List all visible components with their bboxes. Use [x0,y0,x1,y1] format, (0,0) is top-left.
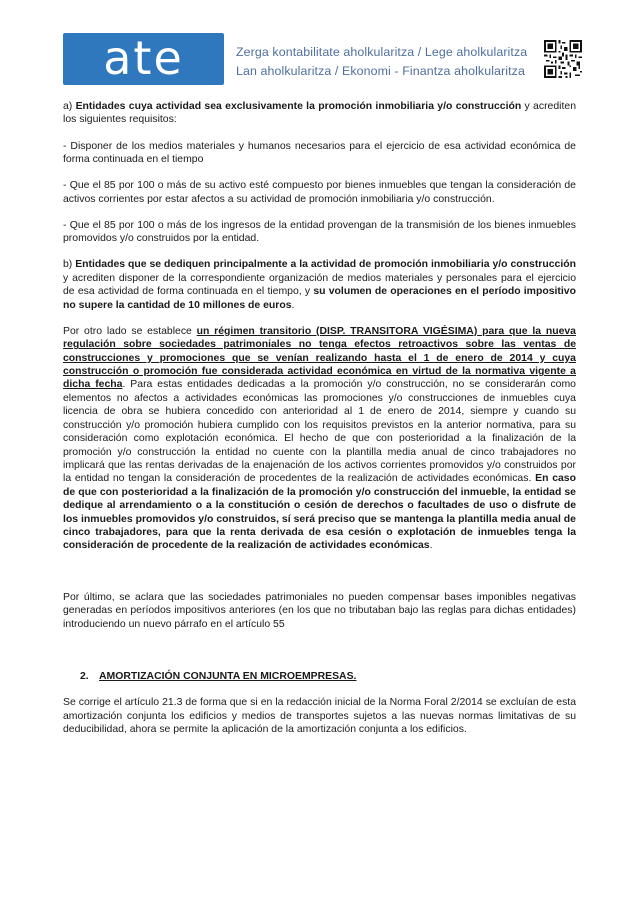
requirement-3: - Que el 85 por 100 o más de los ingresos de la entidad provengan de la transmisión de los bienes inmuebles promovidos y/o construidos por la entidad. [63,219,576,245]
transit-intro: Por otro lado se establece [63,325,197,337]
transit-regime-highlight: un régimen transitorio (DISP. TRANSITORA VIGÉSIMA) para que la nueva regulación sobre sociedades patrimoniales no tenga efectos retroactivos sobre las ventas de construcciones y promociones que se venían realizando hasta el 1 de enero de 2014 y cuya construcción o promoción fue considerada actividad económica en virtud de la normativa vigente a dicha fecha [63,325,576,391]
paragraph-b [63,258,576,312]
transit-bold-condition: En caso de que con posterioridad a la finalización de la promoción y/o construcción del inmueble, la entidad se dedique al arrendamiento o a la constitución o cesión de derechos o facultades de uso o disfrute de los inmuebles promovidos y/o construidos, sí será preciso que se mantenga la plantilla media anual de cinco trabajadores, para que la renta derivada de esa cesión o explotación de inmuebles tenga la consideración de procedente de la realización de actividades económicas [63,473,576,552]
ate-logo [63,33,224,85]
item-b-title: Entidades que se dediquen principalmente a la actividad de promoción inmobiliaria y/o construcción [75,259,576,271]
item-b-text: y acrediten disponer de la correspondiente organización de medios materiales y personales para el ejercicio de esa actividad de forma continuada en el tiempo, y [63,272,576,298]
amortization-paragraph: Se corrige el artículo 21.3 de forma que si en la redacción inicial de la Norma Foral 2/2014 se excluían de esta amortización conjunta los edificios y medios de transportes sujetos a las nuevas normas limitativas de su deducibilidad, ahora se permite la aplicación de la amortización conjunta a los edificios. [63,697,576,735]
section-2-heading [63,670,576,683]
transit-end: . [429,540,433,552]
qr-code-icon [544,40,582,78]
logo-text: ate [103,31,184,85]
item-b-volume: su volumen de operaciones en el período impositivo no supere la cantidad de 10 millones de euros [63,286,576,311]
section-2-number: 2. [80,670,89,682]
tagline-line1: Zerga kontabilitate aholkularitza / Lege aholkularitza [236,45,528,59]
final-clarification-paragraph: Por último, se aclara que las sociedades patrimoniales no pueden compensar bases imponibles negativas generadas en períodos impositivos anteriores (en los que no tributaban bajo las reglas para dichas entidades) introduciendo un nuevo párrafo en el artículo 55 [63,591,576,630]
transitional-regime-paragraph [63,325,576,553]
item-a-prefix: a) [63,101,76,112]
document-body [63,100,576,736]
page-header [0,0,638,95]
section-2-title: AMORTIZACIÓN CONJUNTA EN MICROEMPRESAS. [99,670,357,682]
paragraph-a [63,100,576,127]
transit-text: . Para estas entidades dedicadas a la promoción y/o construcción, no se considerarán como elementos no afectos a actividades económicas las promociones y/o construcciones de inmuebles cuya licencia de obra se hubiera concedido con anterioridad al 1 de enero de 2014, siempre y cuando su construcción y/o promoción hubiera cumplido con los requisitos previstos en la anterior normativa, para su consideración como explotación económica. El hecho de que con posterioridad a la finalización de la promoción y/o construcción la entidad no cuente con la plantilla media anual de cinco trabajadores no implicará que las rentas derivadas de la enajenación de los activos corrientes promovidos y/o construidos por la entidad no tengan la consideración de procedentes de la realización de actividades económicas. [63,379,576,485]
item-a-title: Entidades cuya actividad sea exclusivamente la promoción inmobiliaria y/o construcción [75,101,522,112]
item-b-end: . [291,299,295,311]
requirement-2: - Que el 85 por 100 o más de su activo esté compuesto por bienes inmuebles que tengan la consideración de activos corrientes por estar afectos a su actividad de promoción inmobiliaria y/o construcción. [63,180,576,205]
tagline-line2: Lan aholkularitza / Ekonomi - Finantza aholkularitza [236,64,525,78]
item-b-prefix: b) [63,259,76,271]
requirement-1: - Disponer de los medios materiales y humanos necesarios para el ejercicio de esa actividad económica de forma continuada en el tiempo [63,140,576,166]
item-a-rest: y acrediten los siguientes requisitos: [63,101,576,126]
